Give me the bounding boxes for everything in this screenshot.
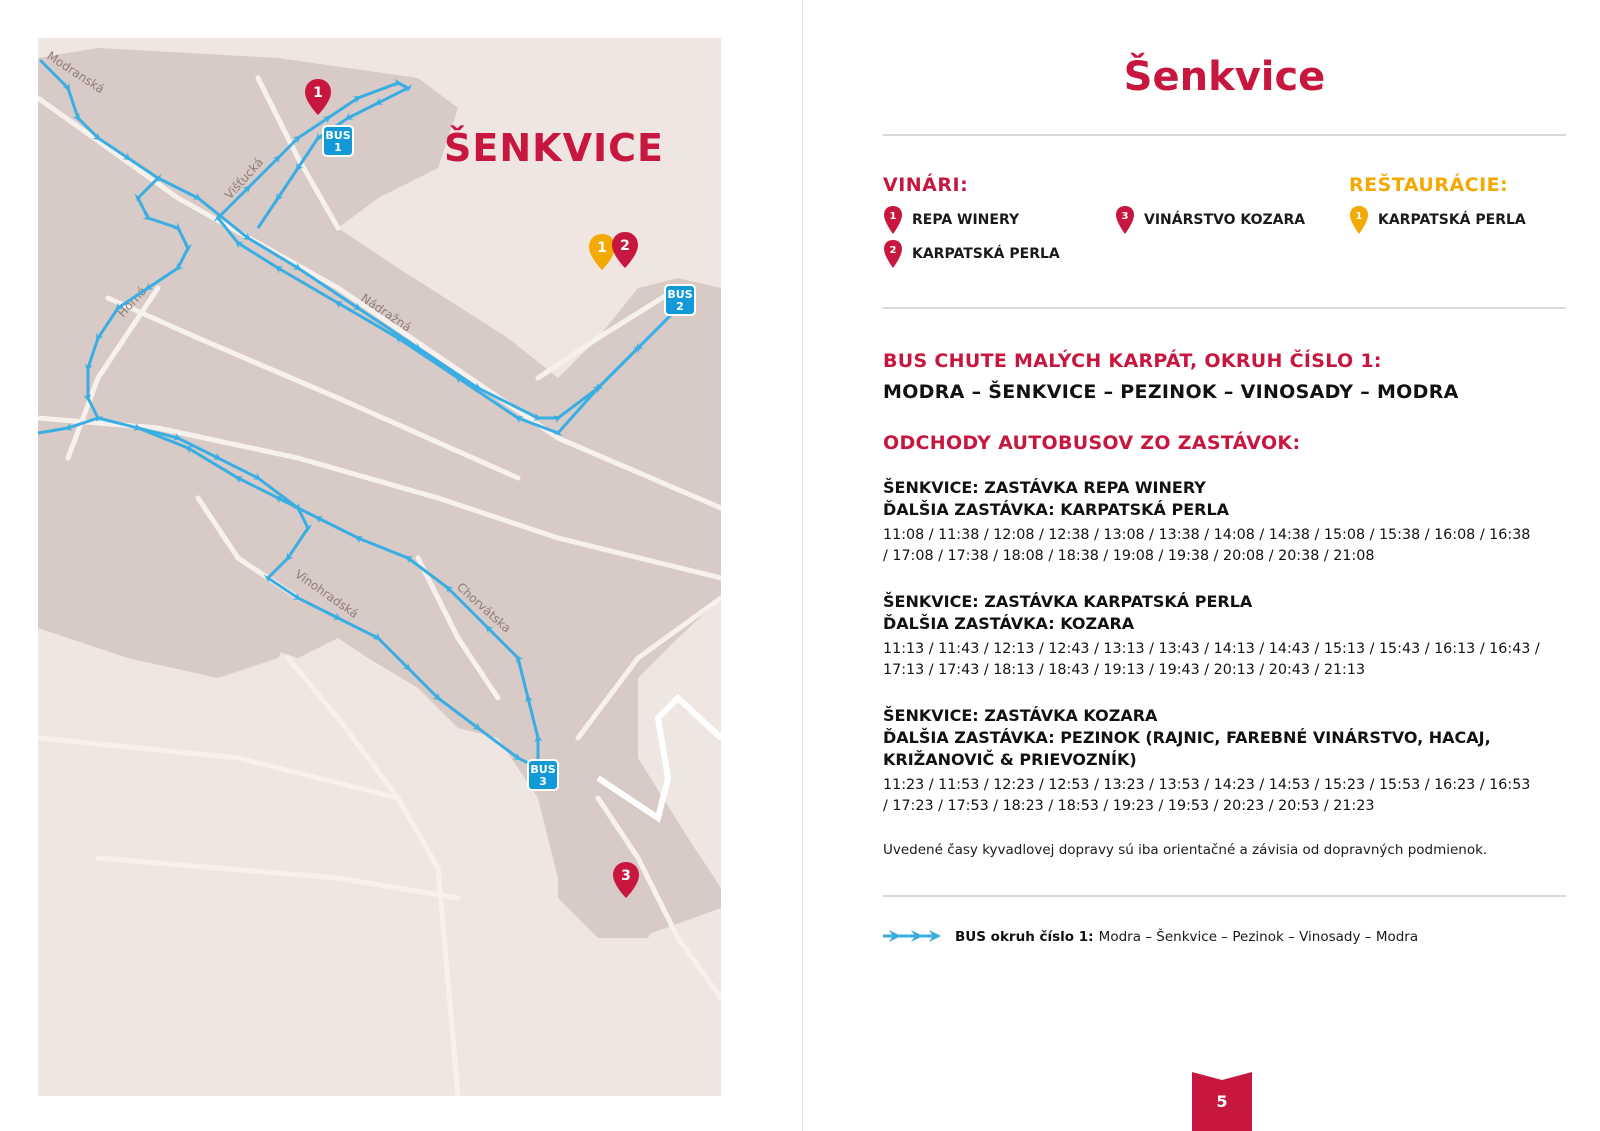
winery-pin-1-number: 1 [313,85,323,101]
stop-block-3 [883,705,1566,817]
built-up-areas [38,48,721,938]
street-label-horna: Horná [114,283,150,321]
route-legend [883,926,1418,945]
bus-stop-3-number: 3 [539,775,547,788]
divider-top [883,134,1566,136]
winery-pin-3-number: 3 [621,868,631,884]
stop-1-line1: ŠENKVICE: ZASTÁVKA REPA WINERY [883,478,1206,497]
stop-3-times-row1: 11:23 / 11:53 / 12:23 / 12:53 / 13:23 / 13:53 / 14:23 / 14:53 / 15:23 / 15:53 / 16:23 / 16:53 [883,777,1531,793]
map-panel[interactable] [38,38,721,1096]
winery-pin-2[interactable] [612,232,638,268]
stop-3-line2: ĎALŠIA ZASTÁVKA: PEZINOK (RAJNIC, FAREBNÉ VINÁRSTVO, HACAJ, [883,728,1491,747]
winery-pin-icon [883,205,903,235]
legend-restaurant-1-number: 1 [1355,211,1363,222]
bus-stop-2-number: 2 [676,300,684,313]
legend-winery-2 [883,239,1060,269]
route-heading: BUS CHUTE MALÝCH KARPÁT, OKRUH ČÍSLO 1: [883,350,1382,372]
legend-restaurant-1-name: KARPATSKÁ PERLA [1378,212,1526,228]
bus-stop-2-label: BUS [667,288,693,301]
legend-winery-3-number: 3 [1121,211,1129,222]
page-divider [802,0,803,1131]
divider-legend [883,307,1566,309]
street-label-nadrazna: Nádražná [358,290,414,335]
restaurant-pin-icon [1349,205,1369,235]
stop-2-line1: ŠENKVICE: ZASTÁVKA KARPATSKÁ PERLA [883,592,1253,611]
stop-3-times-row2: / 17:23 / 17:53 / 18:23 / 18:53 / 19:23 / 19:53 / 20:23 / 20:53 / 21:23 [883,798,1375,814]
bus-stop-2[interactable] [665,285,695,315]
route-legend-value: Modra – Šenkvice – Pezinok – Vinosady – Modra [1098,929,1419,945]
stop-1-times-row1: 11:08 / 11:38 / 12:08 / 12:38 / 13:08 / 13:38 / 14:08 / 14:38 / 15:08 / 15:38 / 16:08 / 16:38 [883,527,1531,543]
wineries-heading: VINÁRI: [883,174,969,196]
street-label-modranska: Modranská [44,48,107,97]
legend-winery-3 [1115,205,1305,235]
stop-block-2 [883,591,1566,681]
route-legend-label: BUS okruh číslo 1: [955,929,1094,945]
stop-3-line1: ŠENKVICE: ZASTÁVKA KOZARA [883,706,1158,725]
bus-stop-3-label: BUS [530,763,556,776]
legend-winery-1-number: 1 [889,211,897,222]
stop-block-1 [883,477,1566,567]
winery-pin-icon [1115,205,1135,235]
legend-winery-2-number: 2 [889,245,897,256]
stop-2-times-row1: 11:13 / 11:43 / 12:13 / 12:43 / 13:13 / 13:43 / 14:13 / 14:43 / 15:13 / 15:43 / 16:13 / 16:43 / [883,641,1540,657]
street-label-vinohradska: Vinohradská [292,566,362,621]
winery-pin-icon [883,239,903,269]
legend-winery-1-name: REPA WINERY [912,212,1020,228]
stop-2-line2: ĎALŠIA ZASTÁVKA: KOZARA [883,614,1135,633]
stop-1-times-row2: / 17:08 / 17:38 / 18:08 / 18:38 / 19:08 / 19:38 / 20:08 / 20:38 / 21:08 [883,548,1375,564]
bus-stop-3[interactable] [528,760,558,790]
street-label-chorvatska: Chorvátska [453,579,514,636]
right-page [883,0,1566,1131]
restaurant-pin-1-number: 1 [597,240,607,256]
departures-heading: ODCHODY AUTOBUSOV ZO ZASTÁVOK: [883,432,1301,454]
stop-1-line2: ĎALŠIA ZASTÁVKA: KARPATSKÁ PERLA [883,500,1230,519]
map-canvas[interactable] [38,38,721,1096]
legend-winery-3-name: VINÁRSTVO KOZARA [1144,212,1306,228]
street-label-vistucka: Višťucká [221,155,267,203]
legend-winery-1 [883,205,1019,235]
stop-2-times-row2: 17:13 / 17:43 / 18:13 / 18:43 / 19:13 / 19:43 / 20:13 / 20:43 / 21:13 [883,662,1366,678]
restaurant-pin-1[interactable] [589,234,615,270]
page-number-tab [1192,1072,1252,1131]
page-number: 5 [1216,1092,1228,1111]
divider-bottom [883,895,1566,897]
restaurants-heading: REŠTAURÁCIE: [1349,174,1509,196]
stop-3-line3: KRIŽANOVIČ & PRIEVOZNÍK) [883,750,1137,769]
bus-stop-1-label: BUS [325,129,351,142]
bus-route-arrow-icon [883,928,943,944]
bus-stop-1-number: 1 [334,141,342,154]
page-title: Šenkvice [1123,54,1326,100]
legend-winery-2-name: KARPATSKÁ PERLA [912,246,1060,262]
winery-pin-2-number: 2 [620,238,630,254]
route-path: MODRA – ŠENKVICE – PEZINOK – VINOSADY – MODRA [883,381,1459,403]
bus-stop-1[interactable] [323,126,353,156]
timing-note: Uvedené časy kyvadlovej dopravy sú iba orientačné a závisia od dopravných podmienok. [883,842,1488,858]
legend-restaurant-1 [1349,205,1526,235]
map-town-title: ŠENKVICE [444,126,664,170]
